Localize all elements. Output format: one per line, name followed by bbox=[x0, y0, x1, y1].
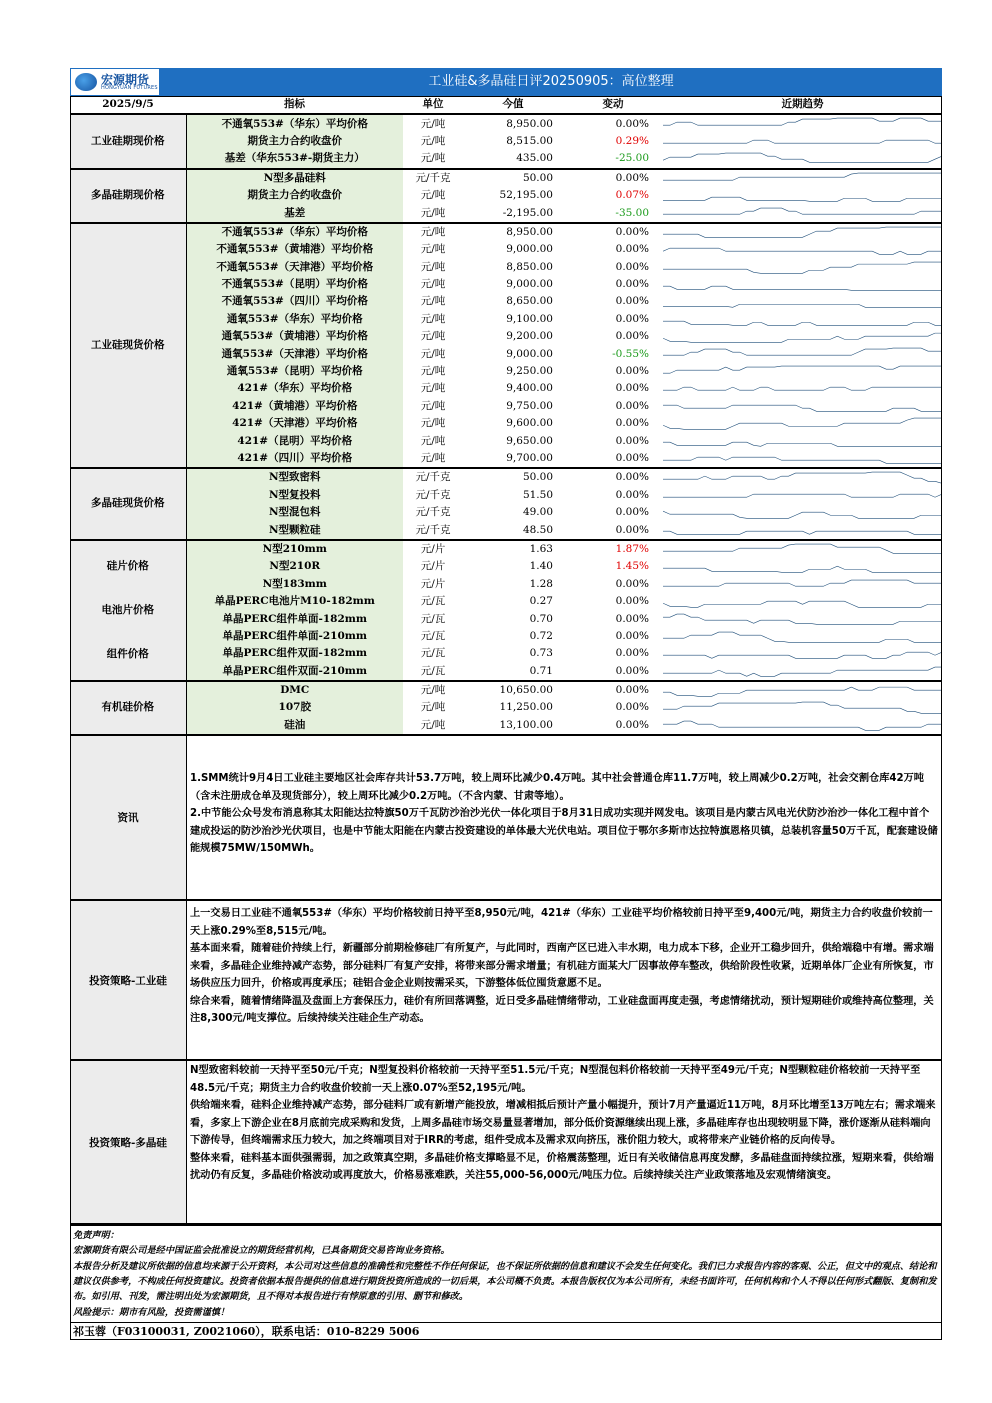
table-row bbox=[70, 259, 942, 276]
value-cell: 9,200.00 bbox=[506, 330, 553, 343]
change-cell: -35.00 bbox=[615, 206, 649, 219]
value-cell: 9,700.00 bbox=[506, 452, 553, 464]
change-cell: -0.55% bbox=[612, 347, 649, 360]
unit-cell: 元/吨 bbox=[420, 434, 446, 447]
unit-cell: 元/片 bbox=[420, 577, 446, 590]
strategy-paragraph: 供给端来看，硅料企业维持减产态势，部分硅料厂或有新增产能投放，增减相抵后预计产量小幅提升，预计7月产量逼近11万吨，8月环比增至13万吨左右；需求端来看，多家上下游企业在8月底前完成采购和发货，上周多晶硅市场交易量显著增加，部分低价资源继续出现上涨，多晶硅库存也出现较明显下降，涨价逐渐从硅料端向下游传导，但终端需求压力较大，加之终端项目对于IRR的考虑，组件受成本及需求双向挤压，涨价阻力较大，或将带来产业链价格的反向传导。 bbox=[190, 1100, 936, 1147]
value-cell: 9,000.00 bbox=[506, 243, 553, 256]
table-row bbox=[70, 521, 942, 539]
indicator-name: 不通氧553#（黄埔港）平均价格 bbox=[186, 241, 403, 258]
category-label: 多晶硅现货价格 bbox=[70, 468, 186, 540]
table-row bbox=[70, 363, 942, 380]
table-row bbox=[70, 717, 942, 734]
unit-cell: 元/瓦 bbox=[420, 612, 446, 625]
table-row bbox=[70, 293, 942, 310]
table-row bbox=[70, 241, 942, 258]
indicator-name: 硅油 bbox=[186, 717, 403, 734]
indicator-name: 421#（黄埔港）平均价格 bbox=[186, 398, 403, 415]
col-today: 今值 bbox=[463, 96, 563, 114]
trend-sparkline bbox=[663, 450, 942, 468]
value-cell: 8,850.00 bbox=[506, 260, 553, 273]
trend-sparkline bbox=[663, 593, 942, 610]
table-row bbox=[70, 699, 942, 716]
value-cell: 435.00 bbox=[516, 152, 553, 165]
trend-sparkline bbox=[663, 504, 942, 521]
change-cell: 0.00% bbox=[615, 718, 649, 731]
change-cell: 0.00% bbox=[615, 664, 649, 677]
logo-name-cn: 宏源期货 bbox=[101, 72, 150, 87]
unit-cell: 元/吨 bbox=[420, 347, 446, 360]
table-row bbox=[70, 187, 942, 204]
indicator-name: N型210R bbox=[186, 558, 403, 575]
value-cell: 0.71 bbox=[529, 664, 553, 677]
indicator-name: 不通氧553#（华东）平均价格 bbox=[186, 223, 403, 241]
indicator-name: 基差（华东553#-期货主力） bbox=[186, 150, 403, 168]
strategy-poly-label: 投资策略-多晶硅 bbox=[70, 1061, 187, 1223]
table-row bbox=[70, 276, 942, 293]
trend-sparkline bbox=[663, 150, 942, 168]
unit-cell: 元/吨 bbox=[403, 223, 463, 241]
col-trend: 近期趋势 bbox=[663, 96, 942, 114]
indicator-name: DMC bbox=[186, 681, 403, 699]
indicator-name: 107胶 bbox=[186, 699, 403, 716]
logo-globe-icon bbox=[75, 73, 97, 91]
indicator-name: 通氧553#（华东）平均价格 bbox=[186, 311, 403, 328]
trend-sparkline bbox=[663, 540, 942, 558]
change-cell: 0.00% bbox=[615, 312, 649, 325]
trend-sparkline bbox=[663, 169, 942, 187]
trend-sparkline bbox=[663, 311, 942, 328]
category-label-part: 电池片价格 bbox=[101, 604, 154, 617]
unit-cell: 元/瓦 bbox=[420, 664, 446, 677]
change-cell: 0.00% bbox=[615, 701, 649, 714]
change-cell: 0.00% bbox=[615, 523, 649, 536]
trend-sparkline bbox=[663, 241, 942, 258]
unit-cell: 元/吨 bbox=[420, 399, 446, 412]
trend-sparkline bbox=[663, 432, 942, 449]
value-cell: 10,650.00 bbox=[463, 681, 563, 699]
strategy-poly-section bbox=[70, 1061, 942, 1225]
trend-sparkline bbox=[663, 468, 942, 486]
category-label: 多晶硅期现价格 bbox=[70, 169, 186, 223]
value-cell: 0.72 bbox=[529, 629, 553, 642]
table-row bbox=[70, 576, 942, 593]
value-cell: 51.50 bbox=[522, 488, 553, 501]
indicator-name: N型混包料 bbox=[186, 504, 403, 521]
trend-sparkline bbox=[663, 259, 942, 276]
unit-cell: 元/吨 bbox=[420, 134, 446, 147]
change-cell: 0.00% bbox=[615, 452, 649, 464]
change-cell: 0.00% bbox=[615, 629, 649, 642]
trend-sparkline bbox=[663, 328, 942, 345]
value-cell: 1.28 bbox=[529, 577, 553, 590]
change-cell: 0.00% bbox=[615, 399, 649, 412]
unit-cell: 元/千克 bbox=[403, 468, 463, 486]
price-table bbox=[70, 96, 942, 734]
indicator-name: 基差 bbox=[186, 204, 403, 222]
value-cell: 48.50 bbox=[522, 523, 553, 536]
col-change: 变动 bbox=[563, 96, 663, 114]
trend-sparkline bbox=[663, 645, 942, 662]
unit-cell: 元/千克 bbox=[415, 523, 451, 536]
value-cell: 0.73 bbox=[529, 647, 553, 660]
value-cell: 0.27 bbox=[529, 595, 553, 608]
indicator-name: N型颗粒硅 bbox=[186, 521, 403, 539]
company-logo bbox=[70, 68, 160, 96]
table-row bbox=[70, 150, 942, 168]
news-body bbox=[187, 736, 942, 899]
table-row bbox=[70, 450, 942, 468]
table-row bbox=[70, 558, 942, 575]
change-cell: 0.00% bbox=[615, 647, 649, 660]
strategy-paragraph: N型致密料较前一天持平至50元/千克；N型复投料价格较前一天持平至51.5元/千克；N型混包料价格较前一天持平至49元/千克；N型颗粒硅价格较前一天持平至48.5元/千克；期货主力合约收盘价较前一天上涨0.07%至52,195元/吨。 bbox=[190, 1065, 921, 1094]
table-body bbox=[70, 114, 942, 734]
disclaimer-line: 本报告分析及建议所依据的信息均来源于公开资料，本公司对这些信息的准确性和完整性不作任何保证，也不保证所依据的信息和建议不会发生任何变化。我们已力求报告内容的客观、公正，但文中的观点、结论和建议仅供参考，不构成任何投资建议。投资者依据本报告提供的信息进行期货投资所造成的一切后果，本公司概不负责。本报告版权仅为本公司所有，未经书面许可，任何机构和个人不得以任何形式翻版、复制和发布。如引用、刊发，需注明出处为宏源期货，且不得对本报告进行有悖原意的引用、删节和修改。 bbox=[73, 1260, 937, 1303]
unit-cell: 元/片 bbox=[403, 540, 463, 558]
change-cell: 0.00% bbox=[615, 365, 649, 378]
indicator-name: 单晶PERC组件单面-182mm bbox=[186, 610, 403, 627]
table-row bbox=[70, 133, 942, 150]
disclaimer-line: 宏源期货有限公司是经中国证监会批准设立的期货经营机构，已具备期货交易咨询业务资格。 bbox=[73, 1245, 450, 1257]
strategy-si-label: 投资策略-工业硅 bbox=[70, 901, 187, 1059]
change-cell: 0.00% bbox=[615, 382, 649, 395]
indicator-name: 不通氧553#（四川）平均价格 bbox=[186, 293, 403, 310]
analyst-contact: 祁玉蓉（F03100031, Z0021060），联系电话：010-8229 5006 bbox=[70, 1322, 942, 1341]
table-row bbox=[70, 628, 942, 645]
unit-cell: 元/千克 bbox=[415, 488, 451, 501]
indicator-name: 单晶PERC组件双面-182mm bbox=[186, 645, 403, 662]
change-cell: 0.00% bbox=[615, 577, 649, 590]
change-cell: 1.45% bbox=[615, 560, 649, 573]
indicator-name: 单晶PERC电池片M10-182mm bbox=[186, 593, 403, 610]
change-cell: 0.00% bbox=[615, 434, 649, 447]
trend-sparkline bbox=[663, 576, 942, 593]
value-cell: 9,600.00 bbox=[506, 417, 553, 430]
unit-cell: 元/吨 bbox=[420, 278, 446, 291]
table-row bbox=[70, 610, 942, 627]
unit-cell: 元/吨 bbox=[420, 701, 446, 714]
strategy-si-section bbox=[70, 901, 942, 1061]
indicator-name: 单晶PERC组件单面-210mm bbox=[186, 628, 403, 645]
trend-sparkline bbox=[663, 487, 942, 504]
table-row bbox=[70, 328, 942, 345]
unit-cell: 元/吨 bbox=[420, 365, 446, 378]
value-cell: 1.63 bbox=[463, 540, 563, 558]
table-row bbox=[70, 663, 942, 681]
unit-cell: 元/吨 bbox=[420, 417, 446, 430]
change-cell: 0.00% bbox=[615, 260, 649, 273]
unit-cell: 元/千克 bbox=[415, 506, 451, 519]
report-title: 工业硅&多晶硅日评20250905：高位整理 bbox=[428, 74, 674, 89]
indicator-name: 通氧553#（天津港）平均价格 bbox=[186, 345, 403, 362]
trend-sparkline bbox=[663, 415, 942, 432]
strategy-paragraph: 上一交易日工业硅不通氧553#（华东）平均价格较前日持平至8,950元/吨，421#（华东）工业硅平均价格较前日持平至9,400元/吨，期货主力合约收盘价较前一天上涨0.29%至8,515元/吨。 bbox=[190, 908, 933, 937]
value-cell: 9,100.00 bbox=[506, 312, 553, 325]
unit-cell: 元/吨 bbox=[403, 681, 463, 699]
trend-sparkline bbox=[663, 398, 942, 415]
table-row bbox=[70, 540, 942, 558]
table-row bbox=[70, 380, 942, 397]
indicator-name: N型183mm bbox=[186, 576, 403, 593]
unit-cell: 元/千克 bbox=[403, 169, 463, 187]
trend-sparkline bbox=[663, 681, 942, 699]
change-cell: 0.00% bbox=[563, 681, 663, 699]
trend-sparkline bbox=[663, 293, 942, 310]
trend-sparkline bbox=[663, 521, 942, 539]
category-label: 工业硅现货价格 bbox=[70, 223, 186, 468]
change-cell: 0.29% bbox=[615, 134, 649, 147]
change-cell: 0.00% bbox=[615, 506, 649, 519]
logo-name-en: HONGYUAN FUTURES bbox=[101, 84, 158, 91]
value-cell: 9,650.00 bbox=[506, 434, 553, 447]
trend-sparkline bbox=[663, 223, 942, 241]
change-cell: 0.00% bbox=[615, 488, 649, 501]
change-cell: 0.07% bbox=[615, 189, 649, 202]
trend-sparkline bbox=[663, 133, 942, 150]
trend-sparkline bbox=[663, 114, 942, 132]
change-cell: 0.00% bbox=[615, 278, 649, 291]
table-row bbox=[70, 114, 942, 132]
unit-cell: 元/吨 bbox=[420, 382, 446, 395]
change-cell: 0.00% bbox=[615, 243, 649, 256]
table-row bbox=[70, 432, 942, 449]
value-cell: 0.70 bbox=[529, 612, 553, 625]
value-cell: 8,650.00 bbox=[506, 295, 553, 308]
trend-sparkline bbox=[663, 558, 942, 575]
unit-cell: 元/片 bbox=[420, 560, 446, 573]
value-cell: 52,195.00 bbox=[499, 189, 553, 202]
table-row bbox=[70, 681, 942, 699]
unit-cell: 元/吨 bbox=[420, 189, 446, 202]
change-cell: 0.00% bbox=[615, 295, 649, 308]
value-cell: 9,250.00 bbox=[506, 365, 553, 378]
category-label bbox=[70, 540, 186, 681]
change-cell: 0.00% bbox=[563, 468, 663, 486]
value-cell: 9,000.00 bbox=[506, 278, 553, 291]
category-label: 工业硅期现价格 bbox=[70, 114, 186, 168]
change-cell: 0.00% bbox=[563, 223, 663, 241]
change-cell: -25.00 bbox=[615, 152, 649, 165]
col-unit: 单位 bbox=[403, 96, 463, 114]
unit-cell: 元/吨 bbox=[420, 260, 446, 273]
unit-cell: 元/吨 bbox=[420, 330, 446, 343]
change-cell: 1.87% bbox=[563, 540, 663, 558]
table-row bbox=[70, 311, 942, 328]
disclaimer-line: 风险提示：期市有风险，投资需谨慎！ bbox=[73, 1306, 230, 1318]
trend-sparkline bbox=[663, 363, 942, 380]
disclaimer bbox=[70, 1225, 942, 1322]
category-label-part: 硅片价格 bbox=[106, 560, 149, 573]
value-cell: 9,400.00 bbox=[506, 382, 553, 395]
trend-sparkline bbox=[663, 610, 942, 627]
table-row bbox=[70, 223, 942, 241]
table-row bbox=[70, 487, 942, 504]
indicator-name: N型致密料 bbox=[186, 468, 403, 486]
table-row bbox=[70, 468, 942, 486]
strategy-si-body bbox=[187, 901, 942, 1059]
value-cell: -2,195.00 bbox=[502, 206, 553, 219]
news-label: 资讯 bbox=[70, 736, 187, 899]
trend-sparkline bbox=[663, 345, 942, 362]
value-cell: 1.40 bbox=[529, 560, 553, 573]
trend-sparkline bbox=[663, 699, 942, 716]
trend-sparkline bbox=[663, 663, 942, 681]
value-cell: 50.00 bbox=[463, 468, 563, 486]
indicator-name: 期货主力合约收盘价 bbox=[186, 187, 403, 204]
change-cell: 0.00% bbox=[563, 169, 663, 187]
value-cell: 8,950.00 bbox=[463, 114, 563, 132]
trend-sparkline bbox=[663, 717, 942, 734]
trend-sparkline bbox=[663, 187, 942, 204]
unit-cell: 元/瓦 bbox=[420, 595, 446, 608]
value-cell: 9,750.00 bbox=[506, 399, 553, 412]
unit-cell: 元/吨 bbox=[420, 718, 446, 731]
indicator-name: N型210mm bbox=[186, 540, 403, 558]
table-row bbox=[70, 645, 942, 662]
indicator-name: N型复投料 bbox=[186, 487, 403, 504]
category-label: 有机硅价格 bbox=[70, 681, 186, 734]
report-sheet bbox=[70, 68, 942, 1341]
change-cell: 0.00% bbox=[615, 595, 649, 608]
table-row bbox=[70, 169, 942, 187]
indicator-name: 不通氧553#（昆明）平均价格 bbox=[186, 276, 403, 293]
news-section bbox=[70, 734, 942, 901]
table-row bbox=[70, 345, 942, 362]
trend-sparkline bbox=[663, 628, 942, 645]
value-cell: 8,515.00 bbox=[506, 134, 553, 147]
unit-cell: 元/吨 bbox=[420, 452, 446, 464]
unit-cell: 元/吨 bbox=[420, 312, 446, 325]
strategy-poly-body bbox=[187, 1061, 942, 1223]
value-cell: 50.00 bbox=[463, 169, 563, 187]
trend-sparkline bbox=[663, 380, 942, 397]
news-item: 2.中节能公众号发布消息称其太阳能达拉特旗50万千瓦防沙治沙光伏一体化项目于8月31日成功实现并网发电。该项目是内蒙古风电光伏防沙治沙一体化工程中首个建成投运的防沙治沙光伏项目，也是中节能太阳能在内蒙古投资建设的单体最大光伏电站。项目位于鄂尔多斯市达拉特旗恩格贝镇，总装机容量50万千瓦，配套建设储能规模75MW/150MWh。 bbox=[190, 808, 938, 855]
value-cell: 11,250.00 bbox=[499, 701, 553, 714]
change-cell: 0.00% bbox=[563, 114, 663, 132]
indicator-name: 421#（昆明）平均价格 bbox=[186, 432, 403, 449]
change-cell: 0.00% bbox=[615, 612, 649, 625]
category-label-part: 组件价格 bbox=[106, 648, 149, 661]
col-indicator: 指标 bbox=[186, 96, 403, 114]
unit-cell: 元/吨 bbox=[403, 114, 463, 132]
change-cell: 0.00% bbox=[615, 330, 649, 343]
unit-cell: 元/吨 bbox=[420, 206, 446, 219]
indicator-name: 单晶PERC组件双面-210mm bbox=[186, 663, 403, 681]
unit-cell: 元/吨 bbox=[420, 243, 446, 256]
indicator-name: 期货主力合约收盘价 bbox=[186, 133, 403, 150]
strategy-paragraph: 整体来看，硅料基本面供强需弱，加之政策真空期，多晶硅价格支撑略显不足，价格震荡整理，近日有关收储信息再度发酵，多晶硅盘面持续拉涨，短期来看，供给端扰动仍有反复，多晶硅价格波动或再度放大，价格易涨难跌，关注55,000-56,000元/吨压力位。后续持续关注产业政策落地及宏观情绪演变。 bbox=[190, 1152, 934, 1182]
indicator-name: 通氧553#（黄埔港）平均价格 bbox=[186, 328, 403, 345]
indicator-name: 不通氧553#（天津港）平均价格 bbox=[186, 259, 403, 276]
value-cell: 8,950.00 bbox=[463, 223, 563, 241]
value-cell: 9,000.00 bbox=[506, 347, 553, 360]
unit-cell: 元/瓦 bbox=[420, 629, 446, 642]
table-header-row bbox=[70, 96, 942, 114]
indicator-name: 421#（天津港）平均价格 bbox=[186, 415, 403, 432]
strategy-paragraph: 基本面来看，随着硅价持续上行，新疆部分前期检修硅厂有所复产，与此同时，西南产区已进入丰水期，电力成本下移，企业开工稳步回升，供给端稳中有增。需求端来看，多晶硅企业维持减产态势，部分硅料厂有复产安排，将带来部分需求增量；有机硅方面某大厂因事故停车整改，供给阶段性收紧，近期单体厂企业有所恢复，市场供应压力回升，价格或再度承压；硅铝合金企业则按需采买，下游整体低位囤货意愿不足。 bbox=[190, 943, 934, 990]
news-item: 1.SMM统计9月4日工业硅主要地区社会库存共计53.7万吨，较上周环比减少0.4万吨。其中社会普通仓库11.7万吨，较上周减少0.2万吨，社会交割仓库42万吨（含未注册成仓单及现货部分），较上周环比减少0.2万吨。（不含内蒙、甘肃等地）。 bbox=[190, 773, 924, 802]
indicator-name: 421#（华东）平均价格 bbox=[186, 380, 403, 397]
strategy-paragraph: 综合来看，随着情绪降温及盘面上方套保压力，硅价有所回落调整，近日受多晶硅情绪带动，工业硅盘面再度走强，考虑情绪扰动，预计短期硅价或维持高位整理，关注8,300元/吨支撑位。后续持续关注硅企生产动态。 bbox=[190, 995, 934, 1025]
change-cell: 0.00% bbox=[615, 417, 649, 430]
indicator-name: 421#（四川）平均价格 bbox=[186, 450, 403, 468]
disclaimer-title: 免责声明： bbox=[73, 1230, 119, 1242]
table-row bbox=[70, 593, 942, 610]
unit-cell: 元/吨 bbox=[420, 152, 446, 165]
table-row bbox=[70, 398, 942, 415]
unit-cell: 元/吨 bbox=[420, 295, 446, 308]
indicator-name: 通氧553#（昆明）平均价格 bbox=[186, 363, 403, 380]
indicator-name: 不通氧553#（华东）平均价格 bbox=[186, 114, 403, 132]
value-cell: 13,100.00 bbox=[499, 718, 553, 731]
trend-sparkline bbox=[663, 204, 942, 222]
report-date: 2025/9/5 bbox=[70, 96, 186, 114]
table-row bbox=[70, 415, 942, 432]
report-header bbox=[70, 68, 942, 96]
table-row bbox=[70, 504, 942, 521]
table-row bbox=[70, 204, 942, 222]
indicator-name: N型多晶硅料 bbox=[186, 169, 403, 187]
value-cell: 49.00 bbox=[522, 506, 553, 519]
trend-sparkline bbox=[663, 276, 942, 293]
unit-cell: 元/瓦 bbox=[420, 647, 446, 660]
